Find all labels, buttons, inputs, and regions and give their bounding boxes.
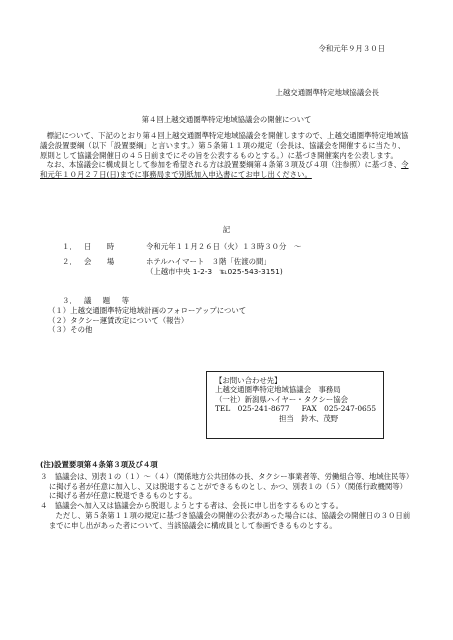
agenda-heading xyxy=(62,296,246,306)
contact-person: 担当 鈴木、茂野 xyxy=(279,413,339,423)
contact-tel: TEL 025-241-8677 xyxy=(215,404,290,414)
item-number: １． xyxy=(62,242,77,251)
item-label: 議 題 等 xyxy=(84,296,131,305)
venue-address: （上越市中央 1-2-3 ℡025-543-3151) xyxy=(146,266,283,276)
document-title: 第４回上越交通圏準特定地域協議会の開催について xyxy=(141,115,312,124)
item-label: 日 時 xyxy=(84,242,119,251)
contact-heading: 【お問い合わせ先】 xyxy=(215,376,282,385)
meeting-details xyxy=(62,242,301,276)
item-value: 令和元年１１月２６日（火）１３時３０分 ～ xyxy=(146,242,302,251)
item-label: 会 場 xyxy=(84,256,119,266)
intro-paragraph-1: 標記について、下記のとおり第４回上越交通圏準特定地域協議会を開催しますので、上越交通圏準特定地域協議会設置要綱（以下「設置要綱」と言います。）第５条第１１項の規定（会長は、協議会を開催するに当たり、原則として協議会開催日の４５日前までにその旨を公表するものとする。）に基づき開催案内を公表します。 xyxy=(40,131,409,160)
agenda-section xyxy=(48,296,247,335)
intro-section xyxy=(40,131,412,180)
intro-paragraph-2 xyxy=(40,160,412,180)
contact-phone-line xyxy=(215,404,375,413)
contact-box xyxy=(206,371,384,439)
note-item-4: ４ 協議会へ加入又は協議会から脱退しようとする者は、会長に申し出をするものとする。 xyxy=(40,501,344,511)
ki-heading: 記 xyxy=(222,225,231,234)
note-section xyxy=(40,460,414,530)
item-number: ２． xyxy=(62,256,77,266)
agenda-item: （２）タクシー運賃改定について（報告） xyxy=(48,315,189,325)
intro-paragraph-2-text: なお、本協議会に構成員として参加を希望される方は設置要綱第４条第３項及び４項（注参照）に基づき、 xyxy=(46,160,402,170)
issuer-name: 上越交通圏準特定地域協議会長 xyxy=(275,88,379,97)
deadline-text: 令和元年１０月２７日(日)までに事務局まで別紙加入申込書にてお申し出ください。 xyxy=(40,160,409,180)
contact-fax: FAX 025-247-0655 xyxy=(301,404,377,414)
datetime-row xyxy=(62,242,301,252)
document-date: 令和元年９月３０日 xyxy=(318,44,385,53)
contact-office: 上越交通圏準特定地域協議会 事務局 xyxy=(215,385,341,395)
item-number: ３． xyxy=(62,296,77,305)
agenda-item: （１）上越交通圏準特定地域計画のフォローアップについて xyxy=(48,305,247,315)
note-item-3: ３ 協議会は、別表１の（１）～（４）（関係地方公共団体の長、タクシー事業者等、労働組合等、地域住民等）に掲げる者が任意に加入し、又は脱退することができるものとし、かつ、別表１の（５）（関係行政機関等）に掲げる者が任意に脱退できるものとする。 xyxy=(40,471,414,501)
contact-association: （一社）新潟県ハイヤー・タクシー協会 xyxy=(215,394,349,404)
item-value: ホテルハイマート ３階「佐渡の間」 xyxy=(146,256,271,266)
agenda-item: （３）その他 xyxy=(48,325,93,335)
note-heading: (注)設置要項第４条第３項及び４項 xyxy=(40,460,158,469)
venue-row xyxy=(62,257,301,267)
note-item-4-proviso: ただし、第５条第１１項の規定に基づき協議会の開催の公表があった場合には、協議会の開催日の３０日前までに申し出があった者について、当該協議会に構成員として参画できるものとする。 xyxy=(48,510,411,530)
